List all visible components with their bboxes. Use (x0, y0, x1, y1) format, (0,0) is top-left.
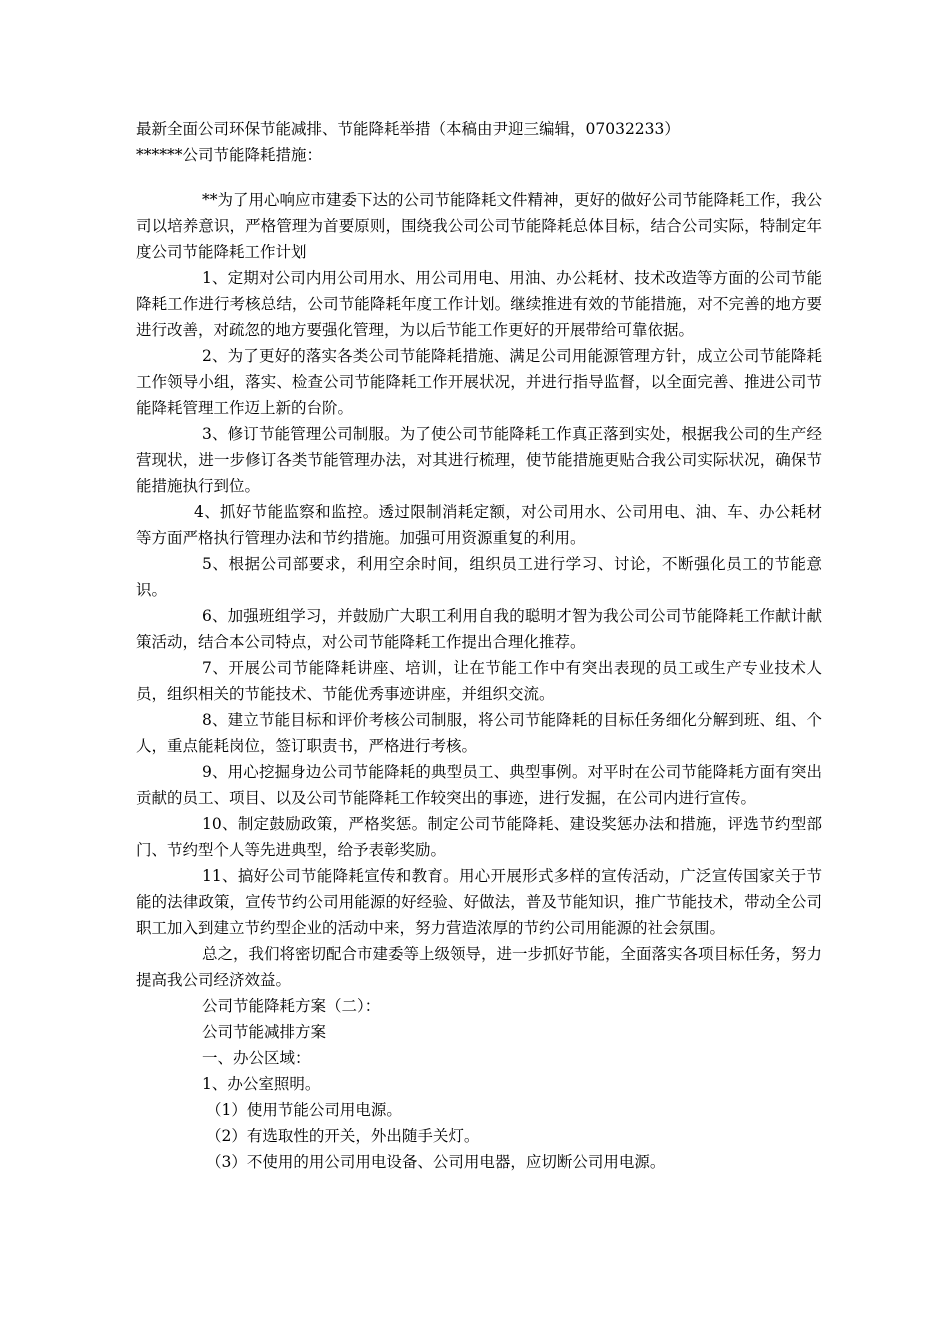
item-paragraph-7: 7、开展公司节能降耗讲座、培训，让在节能工作中有突出表现的员工或生产专业技术人员，组织相关的节能技术、节能优秀事迹讲座，并组织交流。 (136, 659, 822, 703)
item-paragraph-10: 10、制定鼓励政策，严格奖惩。制定公司节能降耗、建设奖惩办法和措施，评选节约型部门、节约型个人等先进典型，给予表彰奖励。 (136, 815, 822, 859)
item-paragraph-5: 5、根据公司部要求，利用空余时间，组织员工进行学习、讨论，不断强化员工的节能意识。 (136, 555, 822, 599)
item-paragraph-9: 9、用心挖掘身边公司节能降耗的典型员工、典型事例。对平时在公司节能降耗方面有突出贡献的员工、项目、以及公司节能降耗工作较突出的事迹，进行发掘，在公司内进行宣传。 (136, 763, 822, 807)
sub-point-2: （2）有选取性的开关，外出随手关灯。 (206, 1127, 480, 1145)
document-page (136, 116, 822, 1175)
item-paragraph-8: 8、建立节能目标和评价考核公司制服，将公司节能降耗的目标任务细化分解到班、组、个人，重点能耗岗位，签订职责书，严格进行考核。 (136, 711, 822, 755)
item-paragraph-1: 1、定期对公司内用公司用水、用公司用电、用油、办公耗材、技术改造等方面的公司节能降耗工作进行考核总结，公司节能降耗年度工作计划。继续推进有效的节能措施，对不完善的地方要进行改善，对疏忽的地方要强化管理，为以后节能工作更好的开展带给可靠依据。 (136, 269, 822, 339)
item-paragraph-3: 3、修订节能管理公司制服。为了使公司节能降耗工作真正落到实处，根据我公司的生产经营现状，进一步修订各类节能管理办法，对其进行梳理，使节能措施更贴合我公司实际状况，确保节能措施执行到位。 (136, 425, 822, 495)
point-heading: 1、办公室照明。 (202, 1075, 321, 1093)
document-subtitle: ******公司节能降耗措施： (136, 146, 323, 164)
intro-paragraph: **为了用心响应市建委下达的公司节能降耗文件精神，更好的做好公司节能降耗工作，我公司以培养意识，严格管理为首要原则，围绕我公司公司节能降耗总体目标，结合公司实际，特制定年度公司节能降耗工作计划 (136, 191, 823, 261)
area-heading: 一、办公区域： (202, 1049, 311, 1067)
sub-point-1: （1）使用节能公司用电源。 (206, 1101, 402, 1119)
summary-paragraph: 总之，我们将密切配合市建委等上级领导，进一步抓好节能，全面落实各项目标任务，努力提高我公司经济效益。 (136, 945, 823, 989)
sub-point-3: （3）不使用的用公司用电设备、公司用电器，应切断公司用电源。 (206, 1153, 666, 1171)
item-paragraph-4: 4、抓好节能监察和监控。透过限制消耗定额，对公司用水、公司用电、油、车、办公耗材等方面严格执行管理办法和节约措施。加强可用资源重复的利用。 (136, 503, 822, 547)
section2-subtitle: 公司节能减排方案 (202, 1023, 327, 1041)
item-paragraph-11: 11、搞好公司节能降耗宣传和教育。用心开展形式多样的宣传活动，广泛宣传国家关于节能的法律政策，宣传节约公司用能源的好经验、好做法，普及节能知识，推广节能技术，带动全公司职工加入到建立节约型企业的活动中来，努力营造浓厚的节约公司用能源的社会氛围。 (136, 867, 822, 937)
item-paragraph-2: 2、为了更好的落实各类公司节能降耗措施、满足公司用能源管理方针，成立公司节能降耗工作领导小组，落实、检查公司节能降耗工作开展状况，并进行指导监督，以全面完善、推进公司节能降耗管理工作迈上新的台阶。 (136, 347, 822, 417)
section2-title: 公司节能降耗方案（二）： (202, 997, 381, 1015)
document-title: 最新全面公司环保节能减排、节能降耗举措（本稿由尹迎三编辑，07032233） (136, 120, 680, 138)
item-paragraph-6: 6、加强班组学习，并鼓励广大职工利用自我的聪明才智为我公司公司节能降耗工作献计献策活动，结合本公司特点，对公司节能降耗工作提出合理化推荐。 (136, 607, 822, 651)
